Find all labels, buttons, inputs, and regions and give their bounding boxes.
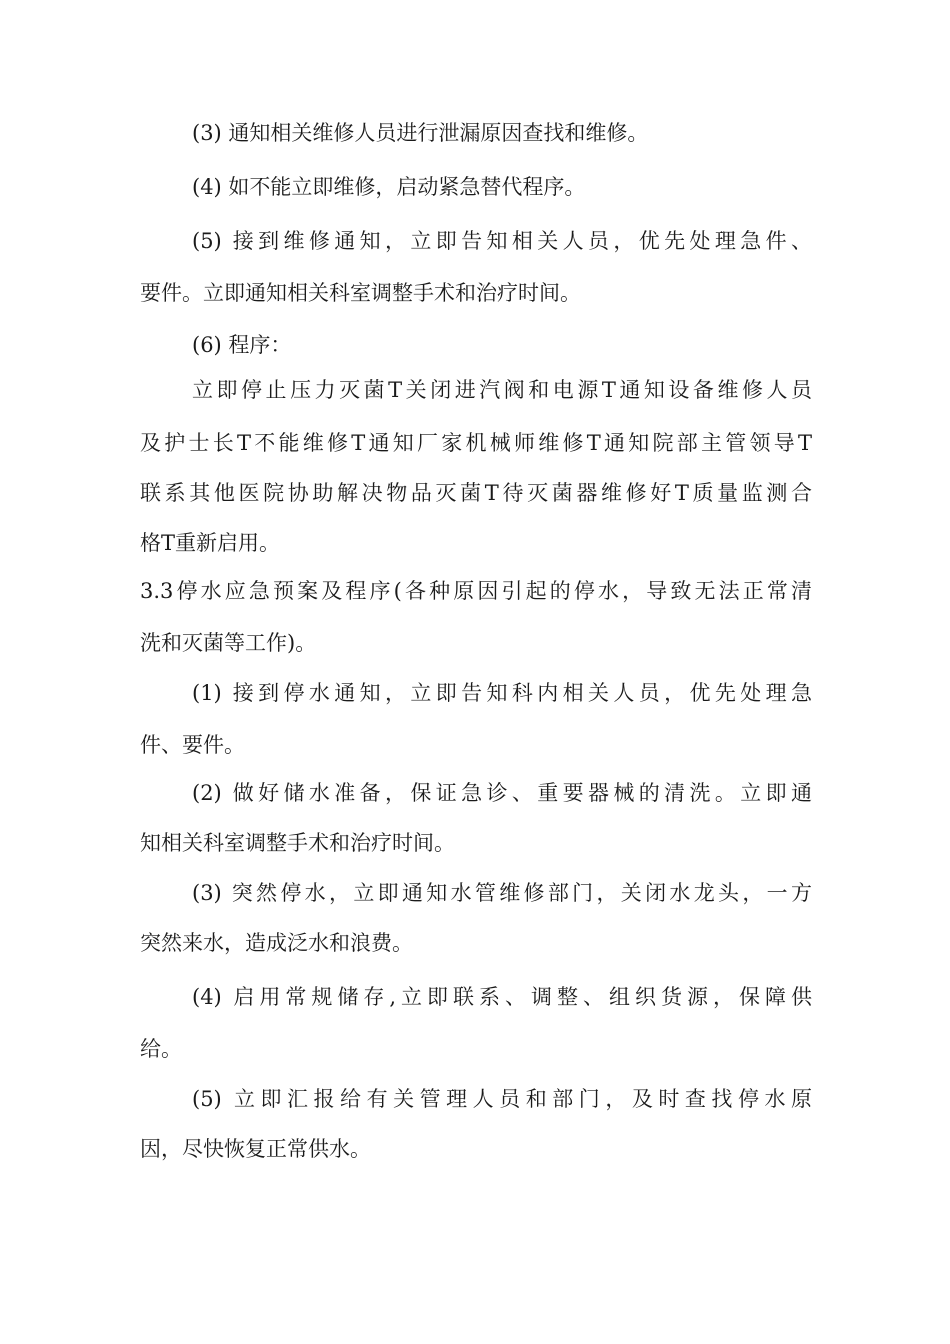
text-line-13: 件、要件。: [140, 733, 245, 757]
text-line-3: (5) 接到维修通知，立即告知相关人员，优先处理急件、: [192, 229, 812, 253]
text-line-10: 3.3停水应急预案及程序(各种原因引起的停水，导致无法正常清: [140, 579, 812, 603]
text-line-8: 联系其他医院协助解决物品灭菌T待灭菌器维修好T质量监测合: [140, 481, 812, 505]
text-line-17: 突然来水，造成泛水和浪费。: [140, 931, 413, 955]
text-line-14: (2) 做好储水准备，保证急诊、重要器械的清洗。立即通: [192, 781, 812, 805]
text-line-12: (1) 接到停水通知，立即告知科内相关人员，优先处理急: [192, 681, 812, 705]
text-line-4: 要件。立即通知相关科室调整手术和治疗时间。: [140, 281, 581, 305]
text-line-16: (3) 突然停水，立即通知水管维修部门，关闭水龙头，一方: [192, 881, 812, 905]
text-line-21: 因，尽快恢复正常供水。: [140, 1137, 371, 1161]
text-line-11: 洗和灭菌等工作)。: [140, 631, 317, 655]
text-line-6: 立即停止压力灭菌T关闭进汽阀和电源T通知设备维修人员: [192, 378, 812, 402]
text-line-18: (4) 启用常规储存,立即联系、调整、组织货源，保障供: [192, 985, 812, 1009]
text-line-1: (3) 通知相关维修人员进行泄漏原因查找和维修。: [192, 121, 649, 145]
text-line-15: 知相关科室调整手术和治疗时间。: [140, 831, 455, 855]
text-line-5: (6) 程序：: [192, 333, 292, 357]
text-line-7: 及护士长T不能维修T通知厂家机械师维修T通知院部主管领导T: [140, 431, 812, 455]
text-line-20: (5) 立即汇报给有关管理人员和部门，及时查找停水原: [192, 1087, 812, 1111]
text-line-19: 给。: [140, 1037, 182, 1061]
text-line-2: (4) 如不能立即维修，启动紧急替代程序。: [192, 175, 586, 199]
text-line-9: 格T重新启用。: [140, 531, 281, 555]
